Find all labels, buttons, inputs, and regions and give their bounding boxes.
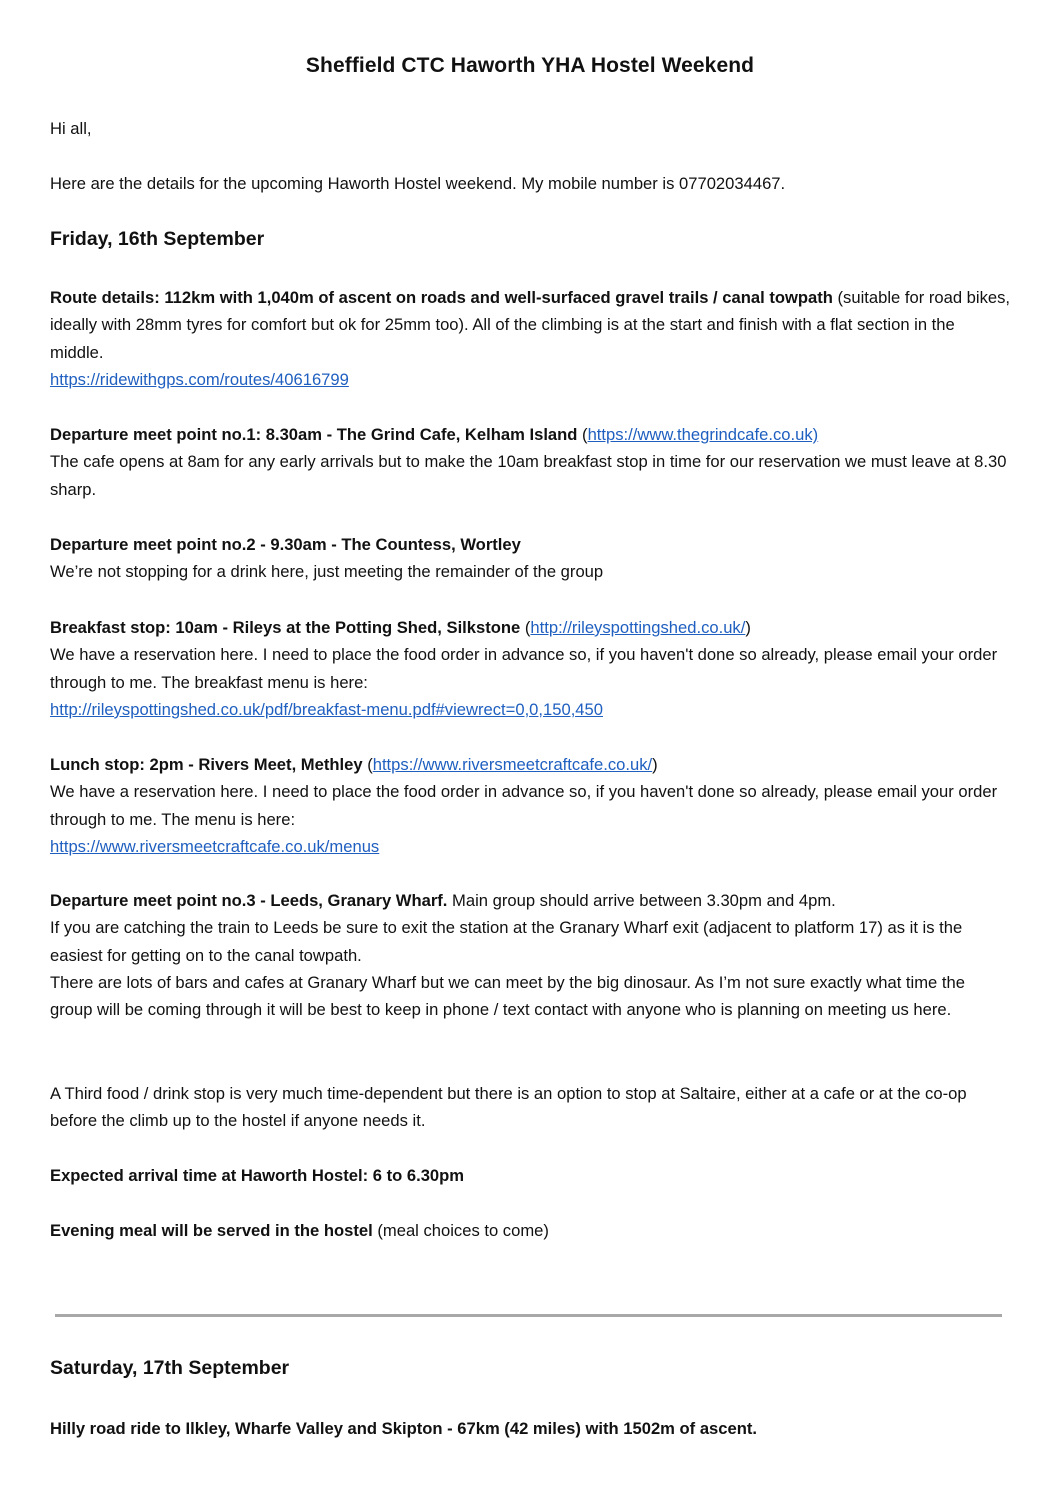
breakfast-stop-label: Breakfast stop: 10am - Rileys at the Potting Shed, Silkstone [50,618,521,637]
breakfast-menu-link[interactable]: http://rileyspottingshed.co.uk/pdf/breakfast-menu.pdf#viewrect=0,0,150,450 [50,699,603,719]
breakfast-stop-text: We have a reservation here. I need to place the food order in advance so, if you haven't done so already, please email your order through to me. The breakfast menu is here: [50,645,998,692]
document-title: Sheffield CTC Haworth YHA Hostel Weekend [305,54,755,77]
lunch-menu-link[interactable]: https://www.riversmeetcraftcafe.co.uk/menus [50,836,380,856]
meet-point-1-text: The cafe opens at 8am for any early arrivals but to make the 10am breakfast stop in time for our reservation we must leave at 8.30 sharp. [50,452,1007,499]
meet-point-2-section [50,531,1010,586]
greeting: Hi all, [50,119,92,138]
lunch-stop-label: Lunch stop: 2pm - Rivers Meet, Methley [50,755,363,774]
meet-point-1-paren: ( [577,425,588,444]
meet-point-1-label: Departure meet point no.1: 8.30am - The Grind Cafe, Kelham Island [50,425,578,444]
meet-point-3-dinosaur-text: There are lots of bars and cafes at Granary Wharf but we can meet by the big dinosaur. As I’m not sure exactly what time the group will be coming through it will be best to keep in phone / text contact with anyone who is planning on meeting us here. [50,972,965,1020]
friday-heading: Friday, 16th September [50,228,265,250]
breakfast-paren-open: ( [520,618,531,637]
lunch-stop-section [50,751,1010,860]
meet-point-2-text: We’re not stopping for a drink here, just meeting the remainder of the group [50,562,604,582]
route-link[interactable]: https://ridewithgps.com/routes/40616799 [50,369,349,389]
evening-meal-text: (meal choices to come) [372,1221,549,1240]
meet-point-3-section [50,887,1010,1023]
rileys-link[interactable]: http://rileyspottingshed.co.uk/ [530,618,746,637]
lunch-paren-open: ( [362,755,373,774]
saturday-ride: Hilly road ride to Ilkley, Wharfe Valley and Skipton - 67km (42 miles) with 1502m of ascent. [50,1419,757,1438]
grind-cafe-link[interactable]: https://www.thegrindcafe.co.uk) [587,425,819,444]
section-divider [55,1314,1002,1317]
breakfast-stop-section [50,614,1010,723]
route-details-label: Route details: 112km with 1,040m of ascent on roads and well-surfaced gravel trails / canal towpath [50,288,833,307]
lunch-paren-close: ) [652,755,658,774]
evening-meal [50,1217,1010,1244]
lunch-stop-text: We have a reservation here. I need to place the food order in advance so, if you haven't done so already, please email your order through to me. The menu is here: [50,782,998,829]
third-stop-paragraph: A Third food / drink stop is very much time-dependent but there is an option to stop at Saltaire, either at a cafe or at the co-op before the climb up to the hostel if anyone needs it. [50,1084,967,1131]
evening-meal-label: Evening meal will be served in the hostel [50,1221,373,1240]
breakfast-paren-close: ) [745,618,751,637]
rivers-meet-link[interactable]: https://www.riversmeetcraftcafe.co.uk/ [372,755,653,774]
meet-point-3-train-text: If you are catching the train to Leeds be sure to exit the station at the Granary Wharf exit (adjacent to platform 17) as it is the easiest for getting on to the canal towpath. [50,918,963,965]
saturday-heading: Saturday, 17th September [50,1357,290,1379]
route-details-text: (suitable for road bikes, ideally with 28mm tyres for comfort but ok for 25mm too). All of the climbing is at the start and finish with a flat section in the middle. [50,288,1011,362]
meet-point-1-section [50,421,1010,503]
arrival-time: Expected arrival time at Haworth Hostel: 6 to 6.30pm [50,1166,465,1185]
intro-paragraph: Here are the details for the upcoming Haworth Hostel weekend. My mobile number is 07702034467. [50,174,786,193]
route-details-section [50,284,1010,393]
meet-point-2-label: Departure meet point no.2 - 9.30am - The Countess, Wortley [50,535,521,554]
meet-point-3-label: Departure meet point no.3 - Leeds, Granary Wharf. [50,891,448,910]
meet-point-3-arrival: Main group should arrive between 3.30pm and 4pm. [447,891,836,910]
